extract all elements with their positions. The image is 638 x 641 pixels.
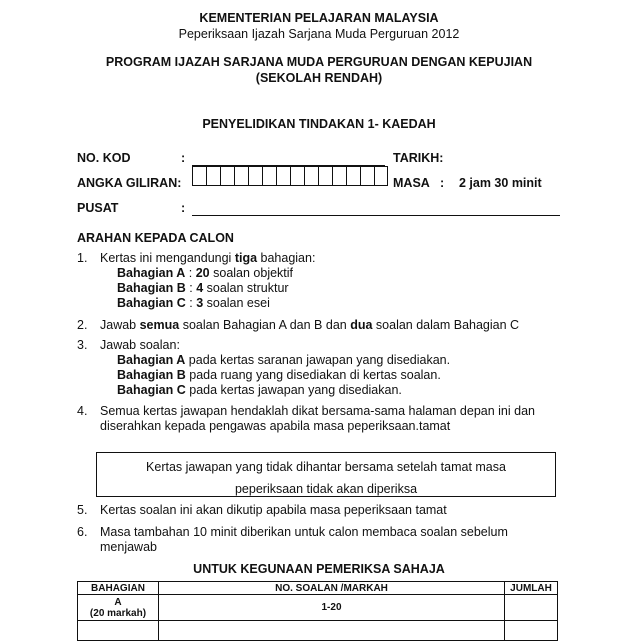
item-number: 1.	[77, 251, 88, 265]
answer-a-line: Bahagian A pada kertas saranan jawapan yang disediakan.	[117, 353, 451, 367]
examiner-heading: UNTUK KEGUNAAN PEMERIKSA SAHAJA	[193, 562, 445, 576]
digit-box[interactable]	[234, 166, 248, 186]
instruction-2: Jawab semua soalan Bahagian A dan B dan dua soalan dalam Bahagian C	[100, 318, 520, 332]
instructions-heading: ARAHAN KEPADA CALON	[77, 231, 234, 245]
item-number: 6.	[77, 525, 88, 539]
program-title-line2: (SEKOLAH RENDAH)	[255, 71, 383, 85]
instruction-4-line1: Semua kertas jawapan hendaklah dikat bersama-sama halaman depan ini dan	[100, 404, 535, 418]
row-a-label	[78, 595, 159, 621]
instruction-3: Jawab soalan:	[100, 338, 180, 352]
masa-colon: :	[440, 176, 445, 190]
item-number: 2.	[77, 318, 88, 332]
instruction-6-line2: menjawab	[100, 540, 157, 554]
header-bahagian: BAHAGIAN	[78, 582, 159, 595]
instruction-6-line1: Masa tambahan 10 minit diberikan untuk calon membaca soalan sebelum	[100, 525, 508, 539]
row-b-label	[78, 621, 159, 641]
item-number: 5.	[77, 503, 88, 517]
row-b-total[interactable]	[505, 621, 558, 641]
digit-box[interactable]	[374, 166, 388, 186]
notice-line1: Kertas jawapan yang tidak dihantar bersama setelah tamat masa	[146, 460, 506, 474]
digit-box[interactable]	[360, 166, 374, 186]
row-a-marks: (20 markah)	[89, 607, 147, 619]
digit-box[interactable]	[262, 166, 276, 186]
section-c-line: Bahagian C : 3 soalan esei	[117, 296, 270, 310]
ministry-title: KEMENTERIAN PELAJARAN MALAYSIA	[199, 11, 439, 25]
digit-box[interactable]	[192, 166, 206, 186]
examiner-table	[77, 581, 558, 641]
digit-box[interactable]	[318, 166, 332, 186]
row-a-total[interactable]	[505, 595, 558, 621]
row-a-section: A	[114, 596, 122, 608]
masa-label: MASA	[393, 176, 430, 190]
digit-box[interactable]	[220, 166, 234, 186]
instruction-1: Kertas ini mengandungi tiga bahagian:	[100, 251, 316, 265]
header-jumlah: JUMLAH	[505, 582, 558, 595]
instruction-5: Kertas soalan ini akan dikutip apabila masa peperiksaan tamat	[100, 503, 447, 517]
item-number: 4.	[77, 404, 88, 418]
answer-b-line: Bahagian B pada ruang yang disediakan di kertas soalan.	[117, 368, 441, 382]
digit-box[interactable]	[206, 166, 220, 186]
section-b-line: Bahagian B : 4 soalan struktur	[117, 281, 289, 295]
answer-c-line: Bahagian C pada kertas jawapan yang disediakan.	[117, 383, 402, 397]
digit-box[interactable]	[346, 166, 360, 186]
notice-box	[96, 452, 556, 497]
row-a-range: 1-20	[159, 595, 505, 621]
digit-box[interactable]	[276, 166, 290, 186]
no-kod-colon: :	[181, 151, 186, 165]
pusat-colon: :	[181, 201, 186, 215]
pusat-field[interactable]	[192, 215, 560, 216]
notice-line2: peperiksaan tidak akan diperiksa	[234, 482, 418, 496]
row-b-questions	[159, 621, 505, 641]
pusat-label: PUSAT	[77, 201, 119, 215]
exam-title: Peperiksaan Ijazah Sarjana Muda Perguruan 2012	[178, 27, 460, 41]
section-a-line: Bahagian A : 20 soalan objektif	[117, 266, 294, 280]
digit-box[interactable]	[248, 166, 262, 186]
program-title-line1: PROGRAM IJAZAH SARJANA MUDA PERGURUAN DENGAN KEPUJIAN	[105, 55, 533, 69]
digit-box[interactable]	[290, 166, 304, 186]
tarikh-label: TARIKH:	[393, 151, 444, 165]
instruction-4-line2: diserahkan kepada pengawas apabila masa peperiksaan.tamat	[100, 419, 451, 433]
header-no-soalan: NO. SOALAN /MARKAH	[159, 582, 505, 595]
angka-giliran-boxes[interactable]	[192, 166, 388, 186]
item-number: 3.	[77, 338, 88, 352]
digit-box[interactable]	[304, 166, 318, 186]
digit-box[interactable]	[332, 166, 346, 186]
angka-giliran-label: ANGKA GILIRAN:	[77, 176, 182, 190]
masa-value: 2 jam 30 minit	[459, 176, 542, 190]
subject-title: PENYELIDIKAN TINDAKAN 1- KAEDAH	[202, 117, 436, 131]
no-kod-label: NO. KOD	[77, 151, 131, 165]
